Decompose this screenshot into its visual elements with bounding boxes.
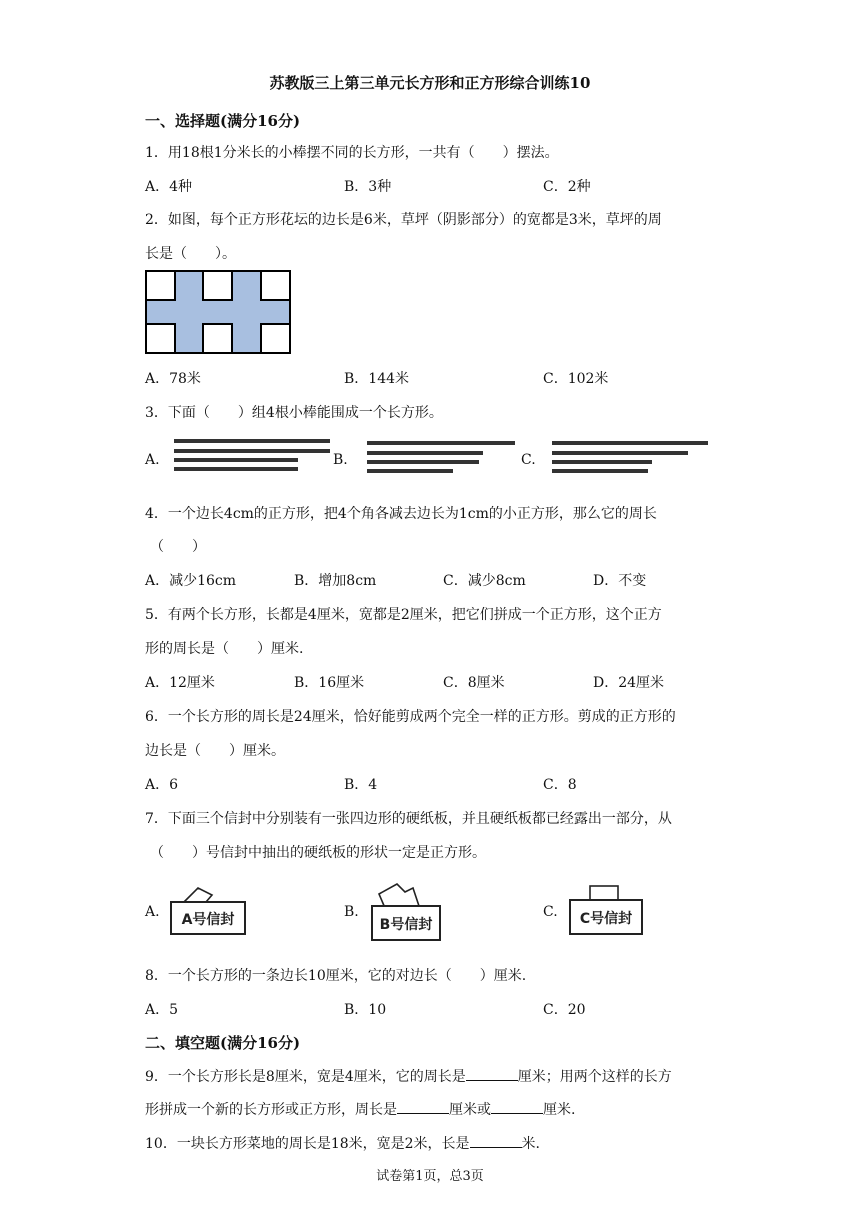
q1-option-b: B．3种: [344, 179, 392, 195]
q4-option-c: C．减少8cm: [443, 573, 526, 589]
question-3: 3．下面（ ）组4根小棒能围成一个长方形。: [145, 405, 443, 421]
q8-option-a: A．5: [145, 1002, 179, 1018]
q3-option-a-label: A.: [145, 452, 160, 468]
q9-text-3: 形拼成一个新的长方形或正方形，周长是: [145, 1102, 397, 1118]
question-2-line2: 长是（ ）。: [145, 246, 236, 262]
q3-option-a-sticks: [172, 437, 332, 473]
q3-option-b-label: B.: [333, 452, 348, 468]
q6-option-c: C．8: [543, 777, 577, 793]
question-5-line1: 5．有两个长方形，长都是4厘米，宽都是2厘米，把它们拼成一个正方形，这个正方: [145, 607, 662, 623]
q5-option-b: B．16厘米: [294, 675, 365, 691]
envelope-c-label: C号信封: [579, 911, 633, 927]
q7-option-a-label: A.: [145, 904, 160, 920]
q7-option-c-label: C.: [543, 904, 558, 920]
q5-option-c: C．8厘米: [443, 675, 505, 691]
question-8: 8．一个长方形的一条边长10厘米，它的对边长（ ）厘米.: [145, 968, 527, 984]
q8-option-b: B．10: [344, 1002, 387, 1018]
q1-option-c: C．2种: [543, 179, 591, 195]
q10-blank-1[interactable]: [470, 1135, 522, 1148]
question-6-line2: 边长是（ ）厘米。: [145, 743, 285, 759]
q9-text-5: 厘米.: [543, 1102, 576, 1118]
garden-lawn-figure: [145, 270, 292, 354]
question-5-line2: 形的周长是（ ）厘米.: [145, 641, 304, 657]
envelope-a-label: A号信封: [181, 912, 235, 928]
q6-option-b: B．4: [344, 777, 378, 793]
q9-text-2: 厘米；用两个这样的长方: [517, 1069, 672, 1085]
q6-option-a: A．6: [145, 777, 179, 793]
section-heading-fill: 二、填空题(满分16分): [145, 1034, 301, 1052]
q3-option-c-sticks: [550, 439, 710, 475]
question-10: [145, 1133, 540, 1153]
q2-option-a: A．78米: [145, 371, 201, 387]
q9-text-4: 厘米或: [449, 1102, 491, 1118]
q9-blank-3[interactable]: [491, 1101, 543, 1114]
question-7-line1: 7．下面三个信封中分别装有一张四边形的硬纸板，并且硬纸板都已经露出一部分，从: [145, 811, 672, 827]
q2-option-c: C．102米: [543, 371, 609, 387]
q9-blank-2[interactable]: [397, 1101, 449, 1114]
q5-option-a: A．12厘米: [145, 675, 215, 691]
question-4-line2: （ ）: [150, 539, 206, 555]
q9-text-1: 9．一个长方形长是8厘米，宽是4厘米，它的周长是: [145, 1069, 466, 1085]
q9-blank-1[interactable]: [466, 1068, 518, 1081]
question-9-line1: [145, 1066, 672, 1086]
q3-option-c-label: C.: [521, 452, 536, 468]
q10-text-1: 10．一块长方形菜地的周长是18米，宽是2米，长是: [145, 1136, 470, 1152]
question-1: 1．用18根1分米长的小棒摆不同的长方形，一共有（ ）摆法。: [145, 145, 559, 161]
question-7-line2: （ ）号信封中抽出的硬纸板的形状一定是正方形。: [150, 845, 486, 861]
q4-option-d: D．不变: [593, 573, 647, 589]
q10-text-2: 米.: [521, 1136, 540, 1152]
q4-option-b: B．增加8cm: [294, 573, 377, 589]
section-heading-choice: 一、选择题(满分16分): [145, 112, 301, 130]
question-9-line2: [145, 1099, 575, 1119]
page-title: 苏教版三上第三单元长方形和正方形综合训练10: [269, 74, 591, 92]
q7-option-b-label: B.: [344, 904, 359, 920]
envelope-b-label: B号信封: [379, 917, 433, 933]
q3-option-b-sticks: [365, 439, 517, 475]
q2-option-b: B．144米: [344, 371, 410, 387]
envelope-a: [168, 882, 250, 938]
question-2-line1: 2．如图，每个正方形花坛的边长是6米，草坪（阴影部分）的宽都是3米，草坪的周: [145, 212, 662, 228]
q8-option-c: C．20: [543, 1002, 586, 1018]
question-4-line1: 4．一个边长4cm的正方形，把4个角各减去边长为1cm的小正方形，那么它的周长: [145, 506, 657, 522]
q1-option-a: A．4种: [145, 179, 193, 195]
question-6-line1: 6．一个长方形的周长是24厘米，恰好能剪成两个完全一样的正方形。剪成的正方形的: [145, 709, 676, 725]
q4-option-a: A．减少16cm: [145, 573, 237, 589]
envelope-c: [566, 882, 646, 938]
envelope-b: [367, 876, 447, 944]
page-footer: 试卷第1页，总3页: [376, 1169, 484, 1184]
q5-option-d: D．24厘米: [593, 675, 665, 691]
